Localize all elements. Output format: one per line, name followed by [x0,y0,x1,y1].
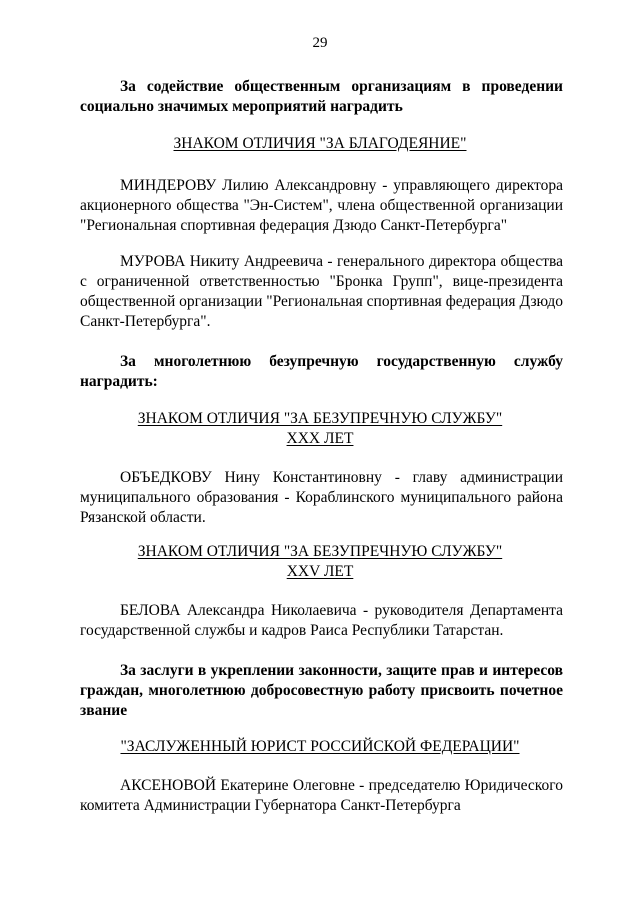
recipient-minderova: МИНДЕРОВУ Лилию Александровну - управляющего директора акционерного общества "Эн-Систем", члена общественной организации "Региональная спортивная федерация Дзюдо Санкт-Петербурга" [80,177,563,234]
recipient-belov: БЕЛОВА Александра Николаевича - руководителя Департамента государственной службы и кадров Раиса Республики Татарстан. [80,602,563,639]
section-4-intro: За заслуги в укреплении законности, защите прав и интересов граждан, многолетнюю добросовестную работу присвоить почетное звание [80,662,563,719]
section-2-intro: За многолетнюю безупречную государственную службу наградить: [80,353,563,390]
award-title-service-30: ЗНАКОМ ОТЛИЧИЯ "ЗА БЕЗУПРЕЧНУЮ СЛУЖБУ" [137,410,503,427]
section-1-intro: За содействие общественным организациям в проведении социально значимых мероприятий наградить [80,78,563,115]
recipient-murov: МУРОВА Никиту Андреевича - генерального директора общества с ограниченной ответственностью "Бронка Групп", вице-президента общественной организации "Региональная спортивная федерация Дзюдо Санкт-Петербурга". [80,253,563,330]
award-years-25: XXV ЛЕТ [286,563,354,580]
award-years-30: XXX ЛЕТ [286,430,354,447]
award-title-lawyer: "ЗАСЛУЖЕННЫЙ ЮРИСТ РОССИЙСКОЙ ФЕДЕРАЦИИ" [120,738,520,755]
recipient-obyedkova: ОБЪЕДКОВУ Нину Константиновну - главу администрации муниципального образования - Кораблинского муниципального района Рязанской области. [80,469,563,526]
page-number: 29 [312,35,328,51]
recipient-aksenova: АКСЕНОВОЙ Екатерине Олеговне - председателю Юридического комитета Администрации Губернатора Санкт-Петербурга [80,777,563,814]
award-title-service-25: ЗНАКОМ ОТЛИЧИЯ "ЗА БЕЗУПРЕЧНУЮ СЛУЖБУ" [137,543,503,560]
award-title-charity: ЗНАКОМ ОТЛИЧИЯ "ЗА БЛАГОДЕЯНИЕ" [173,135,467,152]
